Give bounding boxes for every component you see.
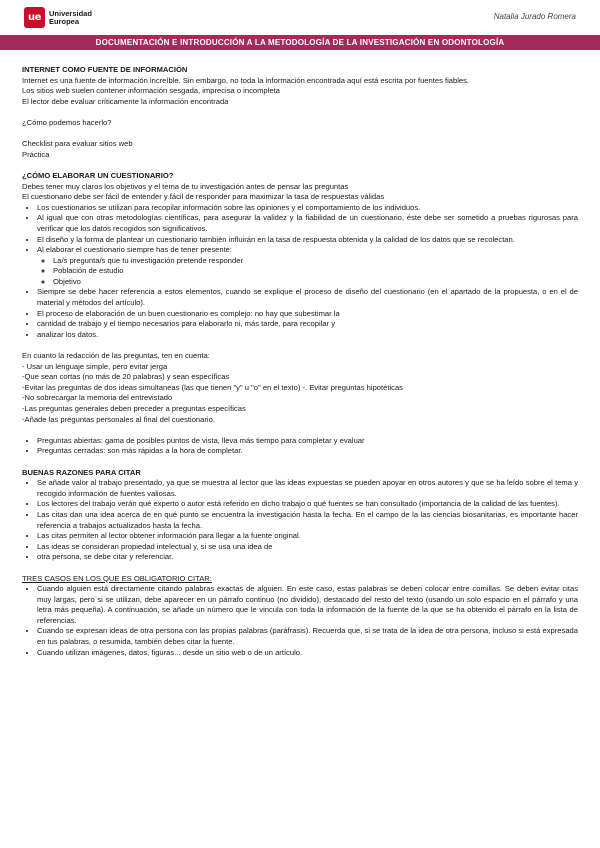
list-item: • Al igual que con otras metodologías científicas, para asegurar la validez y la fiabilidad de un cuestionario, éste debe ser sometido a pruebas rigurosas para verificar que los datos recogidos son significativos. [37, 213, 578, 234]
document-body [22, 65, 578, 658]
list-item: • Se añade valor al trabajo presentado, ya que se muestra al lector que las ideas expuestas se pueden apoyar en otros autores y que se ha leído sobre el tema y recogido información de fuentes valiosas. [37, 478, 578, 499]
list-item: • Los lectores del trabajo verán qué experto o autor está referido en dicho trabajo o qué fuentes se han consultado (importancia de la calidad de las fuentes). [37, 499, 578, 510]
logo-text [49, 10, 92, 26]
bullet-list [22, 436, 578, 457]
list-item: • Preguntas cerradas: son más rápidas a la hora de completar. [37, 446, 578, 457]
list-item: • Las citas permiten al lector obtener información para llegar a la fuente original. [37, 531, 578, 542]
paragraph: En cuanto la redacción de las preguntas, ten en cuenta: [22, 351, 210, 361]
list-item: • Cuando se expresan ideas de otra persona con las propias palabras (paráfrasis). Recuerda que, si se trata de la idea de otra persona, incluso si está expresada en tus palabras, o resumida, también debes citar la fuente. [37, 626, 578, 647]
list-item: • Cuando alguien está directamente citando palabras exactas de alguien. En este caso, estas palabras se deben colocar entre comillas. Se deben evitar citas muy largas, pero si se utilizan, debe aparecer en un párrafo continuo (no dividido), destacado del resto del texto (usando un solo espacio en el párrafo y una letra más pequeña). A continuación, se añade un número que le vincula con toda la información de la fuente de la que se ha obtenido el párrafo en la lista de referencias. [37, 584, 578, 626]
course-banner: DOCUMENTACIÓN E INTRODUCCIÓN A LA METODOLOGÍA DE LA INVESTIGACIÓN EN ODONTOLOGÍA [0, 35, 600, 50]
list-item: • otra persona, se debe citar y referenciar. [37, 552, 578, 563]
author-name: Natalia Jurado Romera [493, 12, 576, 21]
logo-line2: Europea [49, 16, 80, 26]
practice-line: Práctica [22, 149, 50, 159]
list-item: • cantidad de trabajo y el tiempo necesarios para elaborarlo ni, más tarde, para recopilar y [37, 319, 578, 330]
list-item: • El proceso de elaboración de un buen cuestionario es complejo: no hay que subestimar la [37, 309, 578, 320]
checklist-line: Checklist para evaluar sitios web [22, 139, 133, 149]
sub-list-item: ◦ Objetivo [53, 277, 578, 288]
paragraph: Debes tener muy claros los objetivos y el tema de tu investigación antes de pensar las preguntas [22, 181, 349, 191]
university-logo [24, 7, 92, 28]
dash-line: - Usar un lenguaje simple, pero evitar jerga [22, 361, 168, 371]
list-item: • Preguntas abiertas: gama de posibles puntos de vista, lleva más tiempo para completar y evaluar [37, 436, 578, 447]
bullet-list [22, 203, 578, 341]
list-item: • Los cuestionarios se utilizan para recopilar información sobre las opiniones y el comportamiento de los individuos. [37, 203, 578, 214]
dash-line: -No sobrecargar la memoria del entrevistado [22, 393, 173, 403]
section-title-casos: TRES CASOS EN LOS QUE ES OBLIGATORIO CITAR: [22, 573, 212, 583]
list-item: • Siempre se debe hacer referencia a estos elementos, cuando se explique el proceso de diseño del cuestionario (en el apartado de la propuesta, o en el de material y métodos del artículo). [37, 287, 578, 308]
list-item: • Las ideas se consideran propiedad intelectual y, si se usa una idea de [37, 542, 578, 553]
question-line: ¿Cómo podemos hacerlo? [22, 117, 112, 127]
list-item [37, 245, 578, 287]
list-item: • Cuando utilizan imágenes, datos, figuras... desde un sitio web o de un artículo. [37, 648, 578, 659]
sub-list [37, 256, 578, 288]
dash-line: -Que sean cortas (no más de 20 palabras) y sean específicas [22, 372, 230, 382]
list-item: • Las citas dan una idea acerca de en qué punto se encuentra la investigación hasta la fecha. En el campo de la las ciencias biosanitarias, es importante hacer referencia a trabajos actualizados hasta la fecha. [37, 510, 578, 531]
dash-line: -Evitar las preguntas de dos ideas simultaneas (las que tienen "y" u "o" en el texto) -. Evitar preguntas hipotéticas [22, 382, 403, 392]
paragraph: El cuestionario debe ser fácil de entender y fácil de responder para maximizar la tasa de respuestas válidas [22, 192, 385, 202]
section-title-internet: INTERNET COMO FUENTE DE INFORMACIÓN [22, 65, 188, 74]
list-item: • analizar los datos. [37, 330, 578, 341]
dash-line: -Las preguntas generales deben preceder a preguntas específicas [22, 404, 246, 413]
paragraph: Internet es una fuente de información increíble. Sin embargo, no toda la información encontrada aquí está escrita por fuentes fiables. [22, 75, 470, 85]
bullet-list [22, 478, 578, 563]
list-item: • El diseño y la forma de plantear un cuestionario también influirán en la tasa de respuesta obtenida y la calidad de los datos que se recolectan. [37, 235, 578, 246]
logo-mark-icon: ue [24, 7, 45, 28]
section-title-citar: BUENAS RAZONES PARA CITAR [22, 467, 141, 477]
list-item-text: Al elaborar el cuestionario siempre has de tener presente: [37, 245, 233, 255]
dash-line: -Añade las preguntas personales al final del cuestionario. [22, 414, 215, 424]
paragraph: Los sitios web suelen contener información sesgada, imprecisa o incompleta [22, 86, 280, 96]
sub-list-item: ◦ Población de estudio [53, 266, 578, 277]
bullet-list [22, 584, 578, 658]
logo-line1: Universidad [49, 8, 92, 18]
paragraph: El lector debe evaluar críticamente la información encontrada [22, 96, 229, 106]
section-title-cuestionario: ¿CÓMO ELABORAR UN CUESTIONARIO? [22, 170, 174, 180]
sub-list-item: ◦ La/s pregunta/s que tu investigación pretende responder [53, 256, 578, 267]
